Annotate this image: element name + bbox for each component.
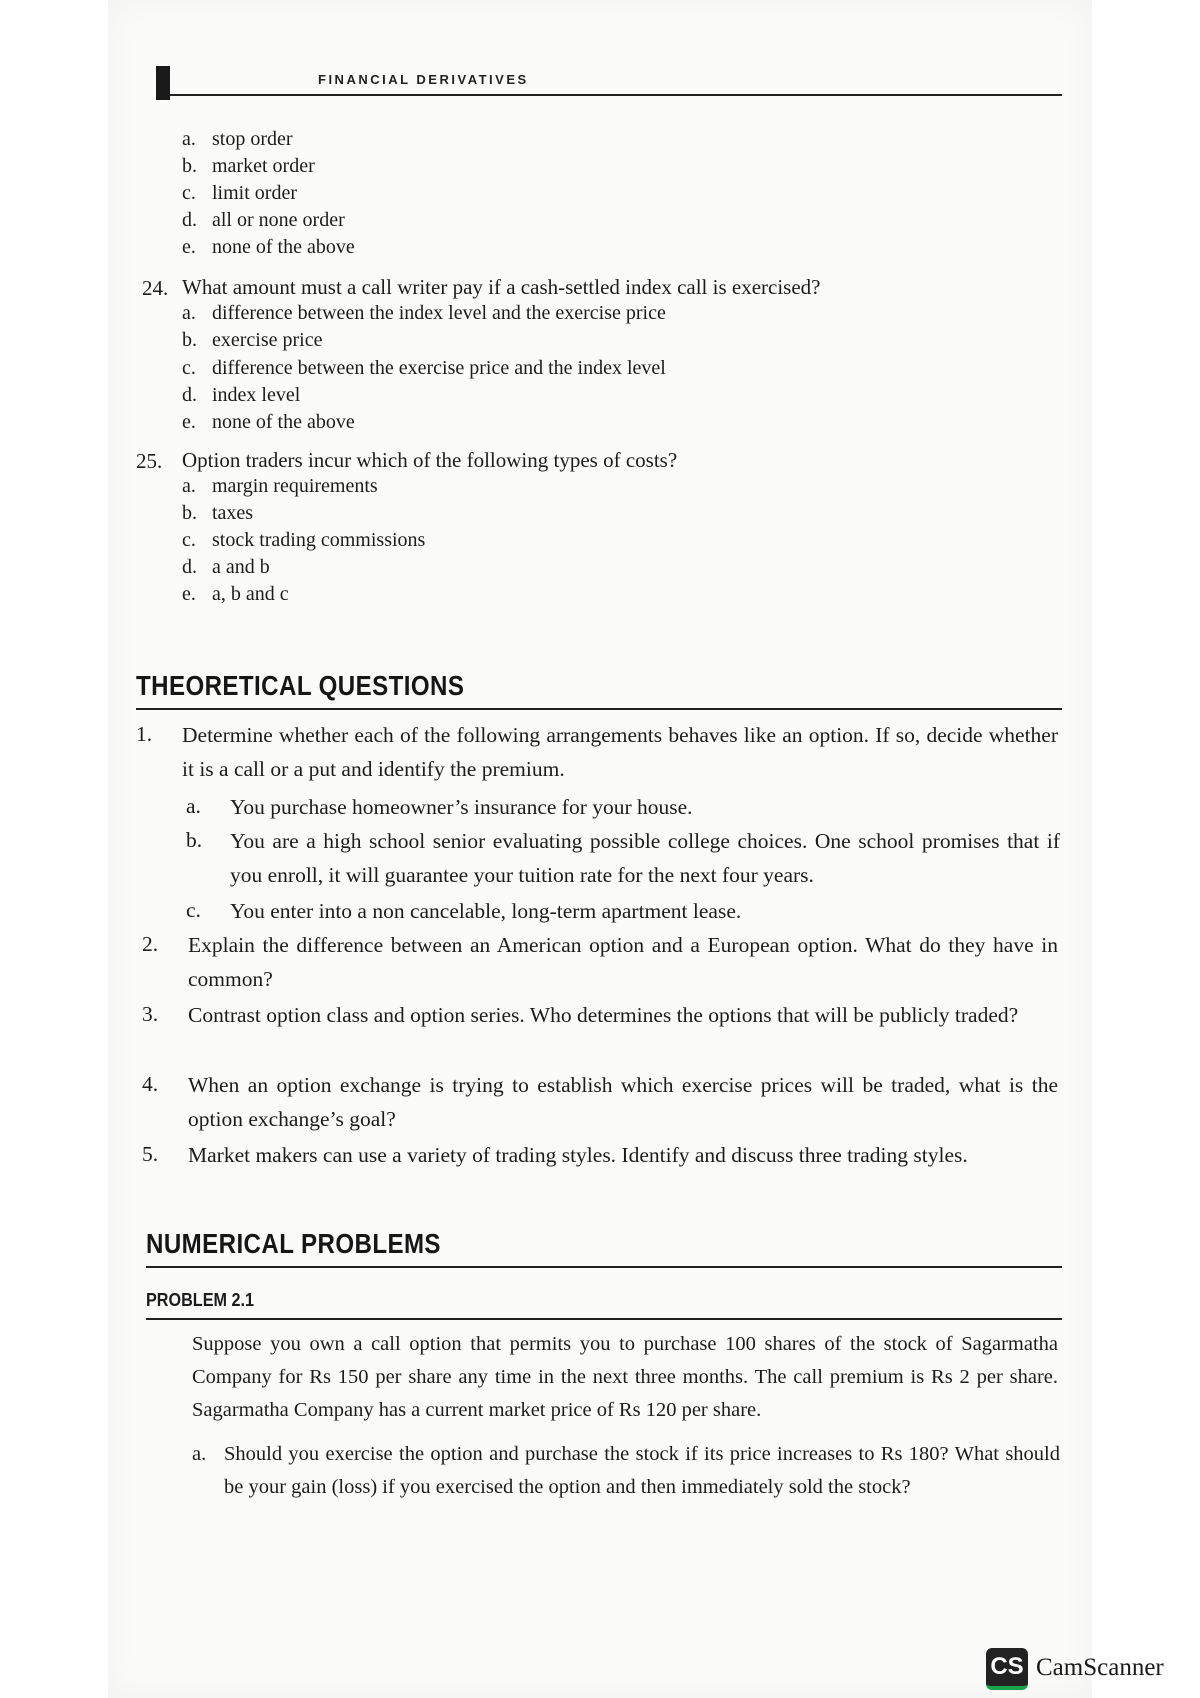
- running-header: FINANCIAL DERIVATIVES: [318, 72, 529, 87]
- camscanner-watermark: CamScanner: [1036, 1654, 1164, 1681]
- section-rule: [146, 1266, 1062, 1268]
- question-number: 3.: [142, 1002, 159, 1026]
- section-title-numerical: NUMERICAL PROBLEMS: [146, 1228, 441, 1259]
- question-number: 4.: [142, 1072, 159, 1096]
- question-text: Determine whether each of the following arrangements behaves like an option. If so, decide whether it is a call or a put and identify the premium.: [182, 723, 1058, 781]
- sub-question: You purchase homeowner’s insurance for your house.: [230, 795, 693, 819]
- sub-question: You enter into a non cancelable, long-term apartment lease.: [230, 899, 742, 923]
- header-bar: [156, 66, 170, 100]
- option-item: c. difference between the exercise price and the index level: [182, 357, 666, 379]
- option-item: b. taxes: [182, 502, 254, 524]
- option-item: c. limit order: [182, 182, 297, 204]
- question-number: 25.: [136, 449, 163, 473]
- header-rule: [170, 94, 1062, 96]
- option-item: b. market order: [182, 155, 315, 177]
- question-number: 1.: [136, 722, 153, 746]
- question-number: 24.: [142, 276, 169, 300]
- option-item: e. none of the above: [182, 236, 355, 258]
- problem-title: PROBLEM 2.1: [146, 1290, 255, 1310]
- problem-paragraph: Suppose you own a call option that permits you to purchase 100 shares of the stock of Sagarmatha Company for Rs 150 per share any time in the next three months. The call premium is Rs 2 per share. Sagarmatha Company has a current market price of Rs 120 per share.: [192, 1333, 1058, 1421]
- question-text: Explain the difference between an American option and a European option. What do they have in common?: [188, 933, 1058, 991]
- question-number: 2.: [142, 932, 159, 956]
- question-text: Option traders incur which of the following types of costs?: [182, 448, 678, 472]
- option-item: d. index level: [182, 384, 301, 406]
- camscanner-logo-icon: CS: [986, 1648, 1028, 1690]
- option-item: b. exercise price: [182, 329, 323, 351]
- question-number: 5.: [142, 1142, 159, 1166]
- question-text: Contrast option class and option series. Who determines the options that will be publicly traded?: [188, 1003, 1019, 1027]
- option-item: c. stock trading commissions: [182, 529, 426, 551]
- section-rule: [136, 708, 1062, 710]
- sub-letter: c.: [186, 898, 201, 922]
- sub-letter: a.: [186, 794, 201, 818]
- option-item: d. all or none order: [182, 209, 345, 231]
- option-item: a. margin requirements: [182, 475, 378, 497]
- question-text: What amount must a call writer pay if a cash-settled index call is exercised?: [182, 275, 821, 299]
- section-title-theoretical: THEORETICAL QUESTIONS: [136, 670, 465, 701]
- sub-letter: a.: [192, 1443, 207, 1465]
- problem-rule: [146, 1318, 1062, 1320]
- option-item: a. stop order: [182, 128, 293, 150]
- option-item: a. difference between the index level and the exercise price: [182, 302, 666, 324]
- question-text: Market makers can use a variety of trading styles. Identify and discuss three trading styles.: [188, 1143, 968, 1167]
- sub-letter: b.: [186, 828, 203, 852]
- option-item: d. a and b: [182, 556, 270, 578]
- sub-question: You are a high school senior evaluating possible college choices. One school promises that if you enroll, it will guarantee your tuition rate for the next four years.: [230, 829, 1060, 887]
- option-item: e. none of the above: [182, 411, 355, 433]
- problem-part-a: Should you exercise the option and purchase the stock if its price increases to Rs 180? What should be your gain (loss) if you exercised the option and then immediately sold the stock?: [224, 1443, 1060, 1498]
- option-item: e. a, b and c: [182, 583, 289, 605]
- question-text: When an option exchange is trying to establish which exercise prices will be traded, what is the option exchange’s goal?: [188, 1073, 1058, 1131]
